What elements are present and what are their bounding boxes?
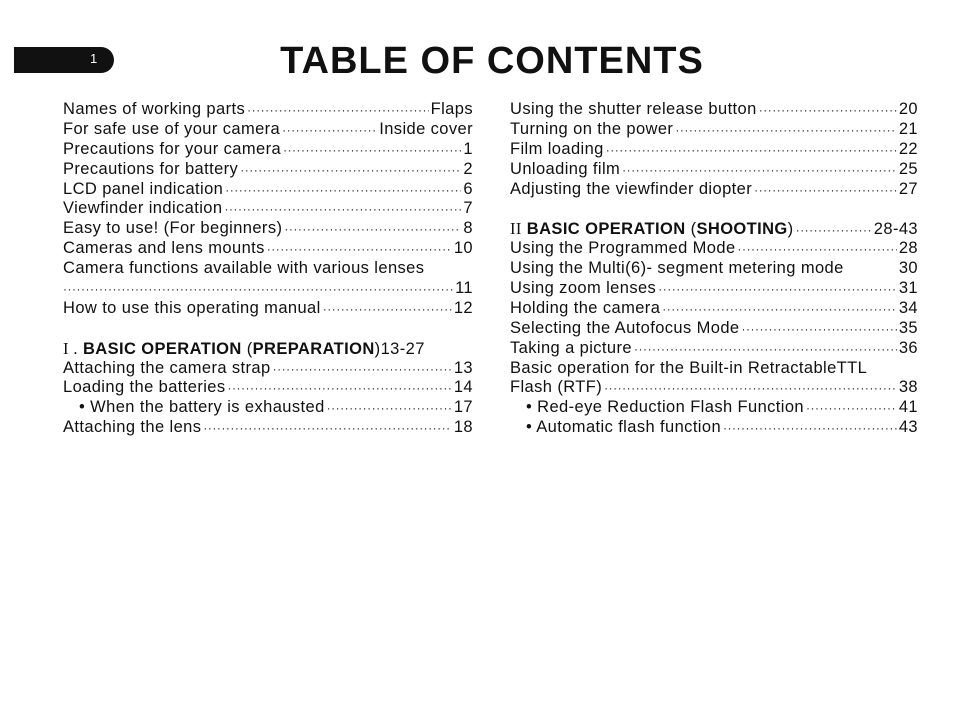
dot-leader: [604, 379, 897, 399]
toc-entry[interactable]: Using zoom lenses ····· 31: [510, 279, 918, 299]
toc-entry[interactable]: Adjusting the viewfinder diopter ····· 27: [510, 180, 918, 200]
toc-entry[interactable]: Taking a picture ····· 36: [510, 339, 918, 359]
dot-leader: [240, 161, 461, 181]
toc-entry[interactable]: Selecting the Autofocus Mode ····· 35: [510, 319, 918, 339]
dot-leader: [806, 399, 897, 419]
dot-leader: [247, 101, 429, 121]
toc-entry[interactable]: Camera functions available with various lenses: [63, 259, 425, 278]
dot-leader: [228, 379, 452, 399]
toc-entry[interactable]: Using the shutter release button ····· 20: [510, 100, 918, 120]
dot-leader: [738, 240, 897, 260]
dot-leader: [754, 181, 897, 201]
toc-entry[interactable]: Holding the camera ····· 34: [510, 299, 918, 319]
dot-leader: [203, 419, 451, 439]
toc-entry[interactable]: • Automatic flash function ····· 43: [510, 418, 918, 438]
dot-leader: [796, 221, 872, 241]
toc-entry[interactable]: Using the Multi(6)- segment metering mode 30: [510, 259, 918, 278]
dot-leader: [224, 200, 461, 220]
toc-left-column: [63, 100, 473, 438]
section-pages: 28-43: [873, 220, 918, 239]
dot-leader: [658, 280, 897, 300]
dot-leader: [282, 121, 377, 141]
dot-leader: [327, 399, 452, 419]
toc-entry[interactable]: Attaching the lens ····· 18: [63, 418, 473, 438]
dot-leader: [606, 141, 897, 161]
toc-section-heading[interactable]: II BASIC OPERATION (SHOOTING) ····· 28-43: [510, 219, 918, 239]
toc-entry[interactable]: Names of working parts ····· Flaps: [63, 100, 473, 120]
toc-entry[interactable]: Loading the batteries ····· 14: [63, 378, 473, 398]
section-numeral: I .: [63, 338, 78, 358]
dot-leader: [284, 220, 461, 240]
toc-entry[interactable]: For safe use of your camera ····· Inside cover: [63, 120, 473, 140]
dot-leader: [634, 340, 897, 360]
toc-entry[interactable]: Attaching the camera strap ····· 13: [63, 359, 473, 379]
toc-entry[interactable]: Easy to use! (For beginners) ····· 8: [63, 219, 473, 239]
dot-leader: [225, 181, 461, 201]
page-title: TABLE OF CONTENTS: [280, 40, 704, 82]
toc-entry[interactable]: Unloading film ····· 25: [510, 160, 918, 180]
toc-entry[interactable]: Film loading ····· 22: [510, 140, 918, 160]
toc-entry[interactable]: Precautions for battery ····· 2: [63, 160, 473, 180]
toc-entry[interactable]: Viewfinder indication ····· 7: [63, 199, 473, 219]
toc-entry-continuation[interactable]: ····· 11: [63, 279, 473, 299]
toc-entry[interactable]: Using the Programmed Mode ····· 28: [510, 239, 918, 259]
page-number: 1: [90, 51, 98, 66]
dot-leader: [63, 280, 453, 300]
dot-leader: [273, 360, 452, 380]
toc-entry[interactable]: Cameras and lens mounts ····· 10: [63, 239, 473, 259]
toc-right-column: [510, 100, 918, 438]
toc-entry[interactable]: Basic operation for the Built-in RetractableTTL: [510, 358, 868, 377]
dot-leader: [723, 419, 897, 439]
toc-section-heading[interactable]: I . BASIC OPERATION (PREPARATION)13-27: [63, 338, 425, 358]
section-numeral: II: [510, 219, 522, 239]
toc-entry[interactable]: • Red-eye Reduction Flash Function ····· 41: [510, 398, 918, 418]
toc-entry[interactable]: • When the battery is exhausted ····· 17: [63, 398, 473, 418]
toc-entry[interactable]: Precautions for your camera ····· 1: [63, 140, 473, 160]
toc-entry[interactable]: How to use this operating manual ····· 12: [63, 299, 473, 319]
dot-leader: [662, 300, 897, 320]
dot-leader: [323, 300, 452, 320]
toc-entry[interactable]: LCD panel indication ····· 6: [63, 180, 473, 200]
section-pages: 13-27: [380, 339, 425, 358]
toc-entry[interactable]: Turning on the power ····· 21: [510, 120, 918, 140]
dot-leader: [759, 101, 897, 121]
dot-leader: [675, 121, 897, 141]
dot-leader: [622, 161, 897, 181]
toc-entry[interactable]: Flash (RTF) ····· 38: [510, 378, 918, 398]
dot-leader: [267, 240, 452, 260]
dot-leader: [283, 141, 461, 161]
dot-leader: [742, 320, 897, 340]
